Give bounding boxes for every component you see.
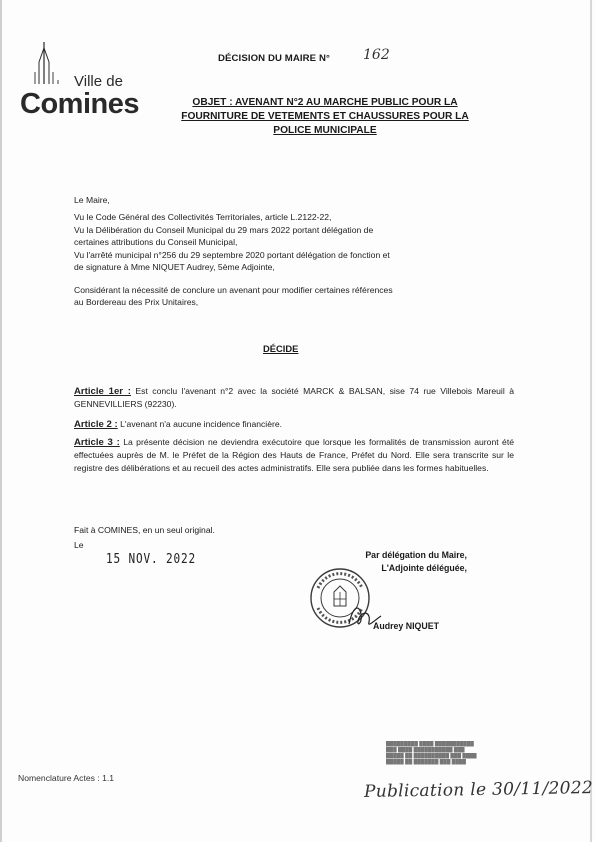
article-1-text: Est conclu l'avenant n°2 avec la société MARCK & BALSAN, sise 74 rue Villebois Mareuil à GENNEVILLIERS (92230). — [74, 386, 514, 410]
nomenclature-actes: Nomenclature Actes : 1.1 — [18, 773, 115, 783]
signatory-name: Audrey NIQUET — [373, 621, 439, 631]
scan-edge-left — [0, 0, 2, 842]
objet-line-3: POLICE MUNICIPALE — [273, 124, 377, 136]
vu-code-general: Vu le Code Général des Collectivités Territoriales, article L.2122-22, — [74, 212, 332, 222]
le-label: Le — [74, 540, 84, 550]
vu-arrete-line-2: de signature à Mme NIQUET Audrey, 5ème Adjointe, — [74, 261, 275, 272]
vu-deliberation-line-2: certaines attributions du Conseil Municipal, — [74, 236, 238, 247]
considerant — [74, 285, 514, 308]
logo-comines: Comines — [20, 88, 139, 120]
scan-edge-right — [590, 0, 592, 842]
article-3-text: La présente décision ne deviendra exécutoire que lorsque les formalités de transmission auront été effectuées auprès de M. le Préfet de la Région des Hauts de France, Préfet du Nord. Elle sera transcrite sur le registre des délibérations et au recueil des actes administratifs. Elle sera publiée dans les formes habituelles. — [74, 437, 514, 473]
article-3-label: Article 3 : — [74, 437, 120, 448]
vu-deliberation-line-1: Vu la Délibération du Conseil Municipal du 29 mars 2022 portant délégation de — [74, 225, 374, 235]
comines-logo — [18, 40, 148, 130]
logo-ville-de: Ville de — [74, 73, 123, 90]
le-maire: Le Maire, — [74, 195, 110, 205]
fait-a-comines: Fait à COMINES, en un seul original. — [74, 525, 215, 535]
signature-line-1: Par délégation du Maire, — [365, 550, 467, 560]
article-1 — [74, 385, 514, 411]
considerant-line-1: Considérant la nécessité de conclure un avenant pour modifier certaines références — [74, 285, 393, 295]
objet-heading — [160, 96, 490, 137]
article-2-label: Article 2 : — [74, 419, 118, 430]
date-stamp: 15 NOV. 2022 — [106, 552, 197, 567]
publication-handwritten: Publication le 30/11/2022 — [363, 778, 594, 802]
article-3 — [74, 436, 514, 474]
article-2-text: L'avenant n'a aucune incidence financière. — [117, 419, 283, 429]
prefecture-receipt-block: █████████ ████ ███████████ ███ ████ ███████████ ███ █████ ██ ██████████ ███ ████ █████ ██ ███████ ███ ████ — [386, 741, 477, 765]
decision-title: DÉCISION DU MAIRE N° — [218, 53, 330, 64]
signature-line-2: L'Adjointe déléguée, — [381, 563, 467, 573]
article-1-label: Article 1er : — [74, 386, 131, 397]
decide-heading: DÉCIDE — [263, 343, 299, 354]
vu-arrete — [74, 250, 514, 273]
vu-deliberation — [74, 225, 514, 248]
decision-number: 162 — [363, 47, 390, 63]
vu-arrete-line-1: Vu l'arrêté municipal n°256 du 29 septembre 2020 portant délégation de fonction et — [74, 250, 390, 260]
objet-line-1: OBJET : AVENANT N°2 AU MARCHE PUBLIC POUR LA — [192, 97, 458, 108]
considerant-line-2: au Bordereau des Prix Unitaires, — [74, 296, 199, 307]
objet-line-2: FOURNITURE DE VETEMENTS ET CHAUSSURES POUR LA — [181, 110, 469, 122]
article-2 — [74, 418, 514, 431]
